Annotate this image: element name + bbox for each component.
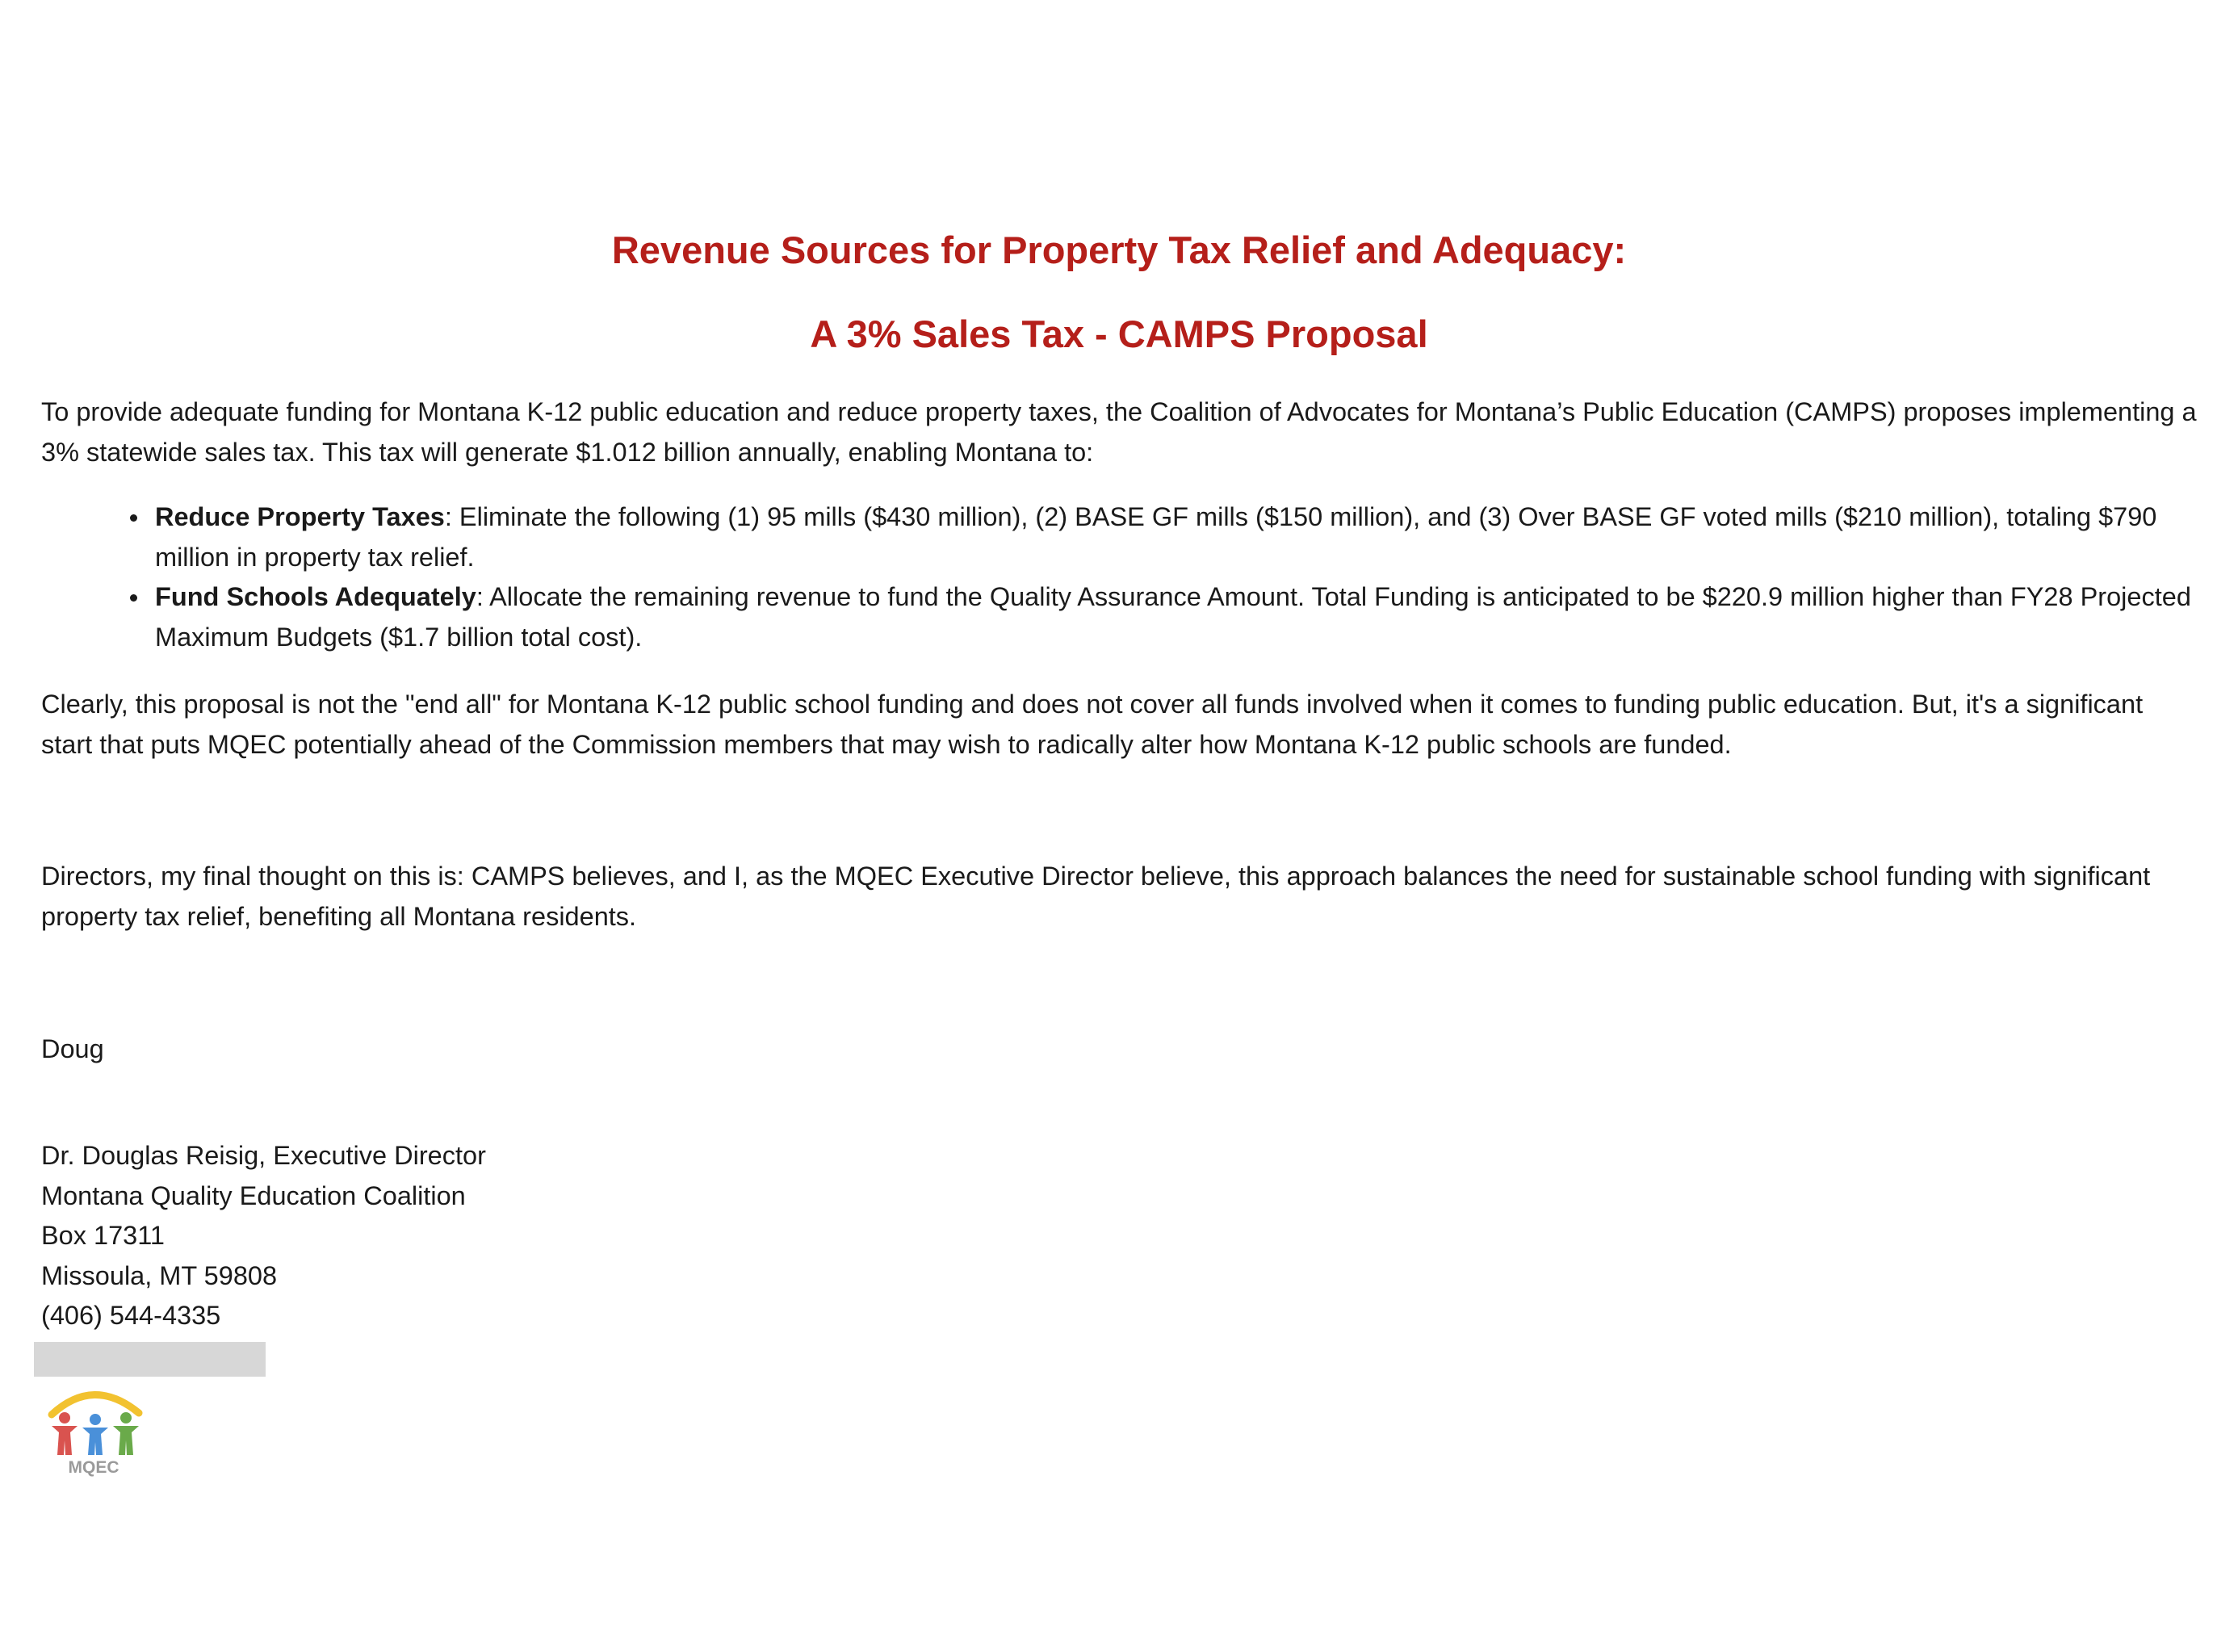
logo-arc (52, 1394, 139, 1415)
mqec-logo-icon (45, 1382, 150, 1478)
bullet-label: Reduce Property Taxes (155, 502, 445, 531)
proposal-bullet-list (41, 497, 2197, 657)
clearly-paragraph: Clearly, this proposal is not the "end all" for Montana K-12 public school funding and does not cover all funds involved when it comes to funding public education. But, it's a significant start that puts MQEC potentially ahead of the Commission members that may wish to radically alter how Montana K-12 public schools are funded. (41, 690, 2144, 759)
bullet-text: : Eliminate the following (1) 95 mills ($430 million), (2) BASE GF mills ($150 million), and (3) Over BASE GF voted mills ($210 million), totaling $790 million in property tax relief. (155, 502, 2157, 572)
redacted-block (34, 1342, 266, 1377)
logo-figure-red (52, 1412, 78, 1455)
mqec-logo (45, 1382, 150, 1478)
list-item (41, 497, 2197, 577)
bullet-icon (130, 594, 137, 602)
signature-block (41, 1136, 486, 1336)
signature-phone[interactable]: (406) 544-4335 (41, 1301, 221, 1330)
bullet-text: : Allocate the remaining revenue to fund the Quality Assurance Amount. Total Funding is anticipated to be $220.9 million higher than FY28 Projected Maximum Budgets ($1.7 billion total cost). (155, 582, 2191, 652)
bullet-label: Fund Schools Adequately (155, 582, 476, 611)
bullet-icon (130, 514, 137, 522)
signature-box: Box 17311 (41, 1221, 165, 1250)
page-title: Revenue Sources for Property Tax Relief and Adequacy: (611, 229, 1627, 271)
signature-city: Missoula, MT 59808 (41, 1260, 278, 1290)
intro-paragraph: To provide adequate funding for Montana K-12 public education and reduce property taxes, the Coalition of Advocates for Montana’s Public Education (CAMPS) proposes implementing a 3% statewide sales tax. This tax will generate $1.012 billion annually, enabling Montana to: (41, 397, 2197, 467)
signature-organization: Montana Quality Education Coalition (41, 1180, 466, 1210)
logo-figure-green (113, 1412, 139, 1455)
logo-text: MQEC (68, 1458, 119, 1477)
directors-paragraph: Directors, my final thought on this is: CAMPS believes, and I, as the MQEC Executive Director believe, this approach balances the need for sustainable school funding with significant property tax relief, benefiting all Montana residents. (41, 862, 2151, 931)
signoff-text: Doug (41, 1034, 104, 1063)
signature-name-title: Dr. Douglas Reisig, Executive Director (41, 1141, 486, 1170)
list-item (41, 577, 2197, 657)
logo-figure-blue (82, 1414, 108, 1455)
page-subtitle: A 3% Sales Tax - CAMPS Proposal (810, 312, 1428, 355)
